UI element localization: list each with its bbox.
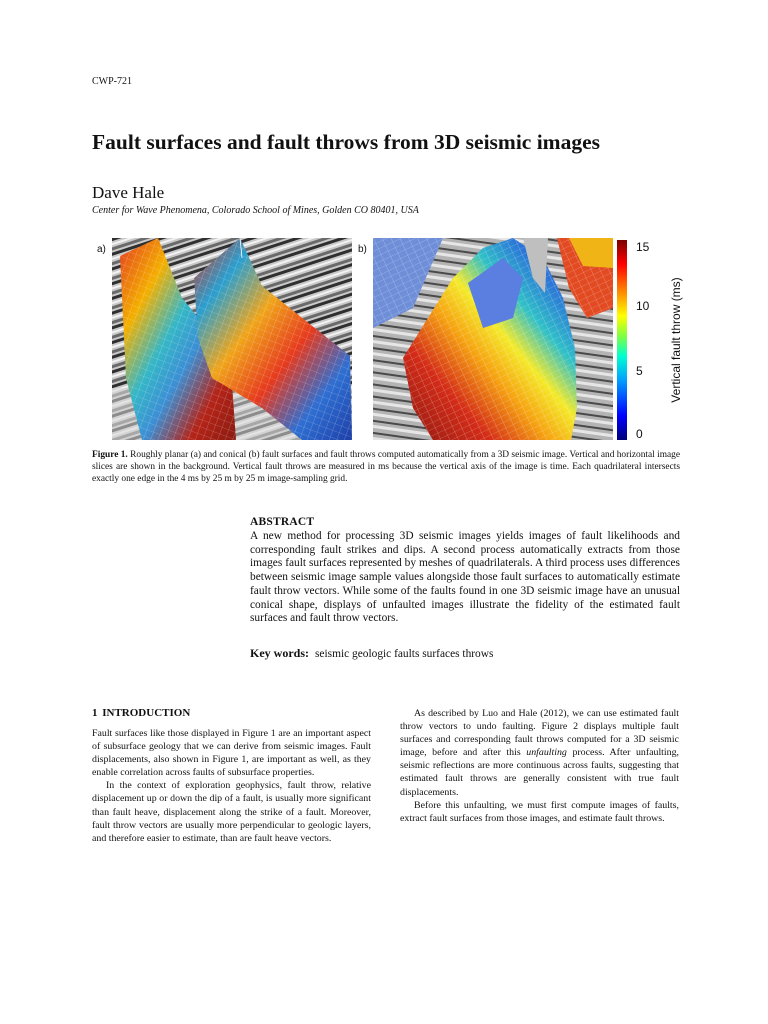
colorbar-title: Vertical fault throw (ms) bbox=[669, 277, 683, 403]
intro-left-column bbox=[92, 727, 371, 845]
figure-panel-b bbox=[373, 238, 613, 440]
panel-a-label: a) bbox=[97, 244, 106, 255]
report-id: CWP-721 bbox=[92, 76, 132, 87]
caption-text: Roughly planar (a) and conical (b) fault surfaces and fault throws computed automatically from a 3D seismic image. Vertical and horizontal image slices are shown in the background. Vertical fault throws are measured in ms because the vertical axis of the image is time. Each quadrilateral intersects exactly one edge in the 4 ms by 25 m by 25 m image-sampling grid. bbox=[92, 450, 681, 484]
conical-fault-render bbox=[373, 238, 613, 440]
author-affiliation: Center for Wave Phenomena, Colorado School of Mines, Golden CO 80401, USA bbox=[92, 205, 419, 216]
intro-paragraph: Fault surfaces like those displayed in Figure 1 are an important aspect of subsurface geology that we can derive from seismic images. Fault displacements, also shown in Figure 1, are important as well, as they enable correlation across faults of subsurface properties. bbox=[92, 728, 371, 779]
intro-emphasis: unfaulting bbox=[526, 747, 567, 759]
caption-label: Figure 1. bbox=[92, 450, 128, 460]
abstract-heading: ABSTRACT bbox=[250, 516, 315, 528]
planar-fault-render bbox=[112, 238, 352, 440]
intro-text: process. After unfaulting, seismic reflections are more continuous across faults, suggesting that estimated fault throws are generally consistent with true fault displacements. bbox=[400, 747, 680, 798]
author-name: Dave Hale bbox=[92, 183, 165, 202]
colorbar bbox=[617, 240, 627, 440]
colorbar-tick-0: 0 bbox=[636, 427, 643, 441]
paper-title: Fault surfaces and fault throws from 3D seismic images bbox=[92, 130, 601, 154]
abstract-text: A new method for processing 3D seismic images yields images of fault likelihoods and corresponding fault strikes and dips. A second process automatically extracts from those images fault surfaces represented by meshes of quadrilaterals. A third process uses differences between seismic image sample values alongside those fault surfaces to automatically estimate fault throw vectors. While some of the faults found in one 3D seismic image have an unusual conical shape, displays of unfaulted images illustrate the fidelity of the estimated fault surfaces and fault throw vectors. bbox=[250, 530, 680, 625]
panel-b-label: b) bbox=[358, 244, 367, 255]
keywords-label: Key words: bbox=[250, 646, 309, 660]
intro-right-column bbox=[400, 707, 679, 825]
keywords bbox=[250, 646, 493, 661]
colorbar-tick-5: 5 bbox=[636, 364, 643, 378]
section-heading-introduction: 1 INTRODUCTION bbox=[92, 707, 191, 719]
intro-paragraph bbox=[400, 707, 679, 799]
colorbar-tick-10: 10 bbox=[636, 299, 650, 313]
keywords-list: seismic geologic faults surfaces throws bbox=[315, 648, 494, 660]
colorbar-tick-15: 15 bbox=[636, 240, 650, 254]
intro-paragraph: Before this unfaulting, we must first compute images of faults, extract fault surfaces from those images, and estimate fault throws. bbox=[400, 799, 679, 824]
intro-paragraph: In the context of exploration geophysics, fault throw, relative displacement up or down the dip of a fault, is usually more significant than fault heave, displacement along the strike of a fault. Moreover, fault throw vectors are usually more perpendicular to geologic layers, and therefore easier to estimate, than are fault heave vectors. bbox=[92, 780, 371, 844]
figure-caption bbox=[92, 449, 680, 485]
figure-panel-a bbox=[112, 238, 352, 440]
intro-text: As described by Luo and Hale (2012), we can use estimated fault throw vectors to undo faulting. Figure 2 displays multiple fault surfaces and corresponding fault throws computed for a 3D seismic image, before and after this bbox=[400, 708, 679, 759]
